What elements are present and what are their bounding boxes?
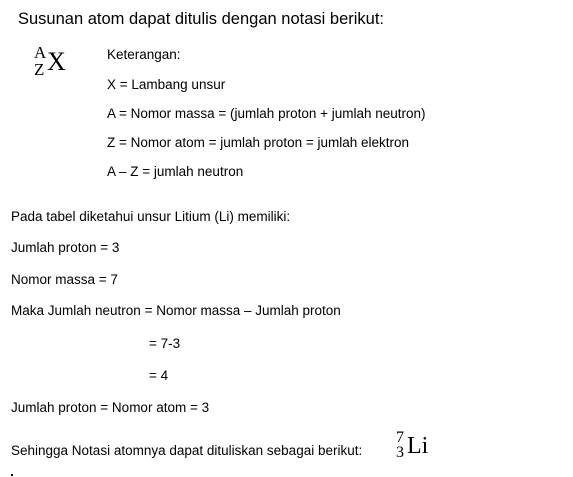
mass-number-symbol: A	[34, 43, 47, 62]
table-info-text: Pada tabel diketahui unsur Litium (Li) memiliki:	[11, 209, 291, 224]
keterangan-line-x: X = Lambang unsur	[107, 77, 226, 92]
li-mass-number: 7	[396, 429, 404, 446]
li-element-symbol: Li	[407, 433, 429, 459]
keterangan-heading: Keterangan:	[107, 47, 181, 62]
mass-text: Nomor massa = 7	[11, 272, 118, 287]
keterangan-line-a: A = Nomor massa = (jumlah proton + jumlah neutron)	[107, 106, 426, 121]
li-atomic-number: 3	[396, 444, 404, 461]
atomic-number-symbol: Z	[34, 60, 45, 79]
intro-text: Susunan atom dapat ditulis dengan notasi berikut:	[18, 10, 384, 28]
proton-text: Jumlah proton = 3	[11, 240, 120, 255]
lithium-notation	[395, 430, 440, 466]
proton-atom-text: Jumlah proton = Nomor atom = 3	[11, 400, 210, 415]
conclusion-text: Sehingga Notasi atomnya dapat dituliskan sebagai berikut:	[11, 443, 363, 458]
element-symbol: X	[47, 47, 66, 76]
neutron-formula-text: Maka Jumlah neutron = Nomor massa – Jumlah proton	[11, 303, 341, 318]
keterangan-line-neutron: A – Z = jumlah neutron	[107, 164, 244, 179]
stray-dot	[11, 474, 13, 476]
keterangan-line-z: Z = Nomor atom = jumlah proton = jumlah elektron	[107, 135, 410, 150]
general-notation	[34, 44, 74, 84]
neutron-step-2: = 4	[149, 368, 169, 383]
neutron-step-1: = 7-3	[149, 336, 181, 351]
